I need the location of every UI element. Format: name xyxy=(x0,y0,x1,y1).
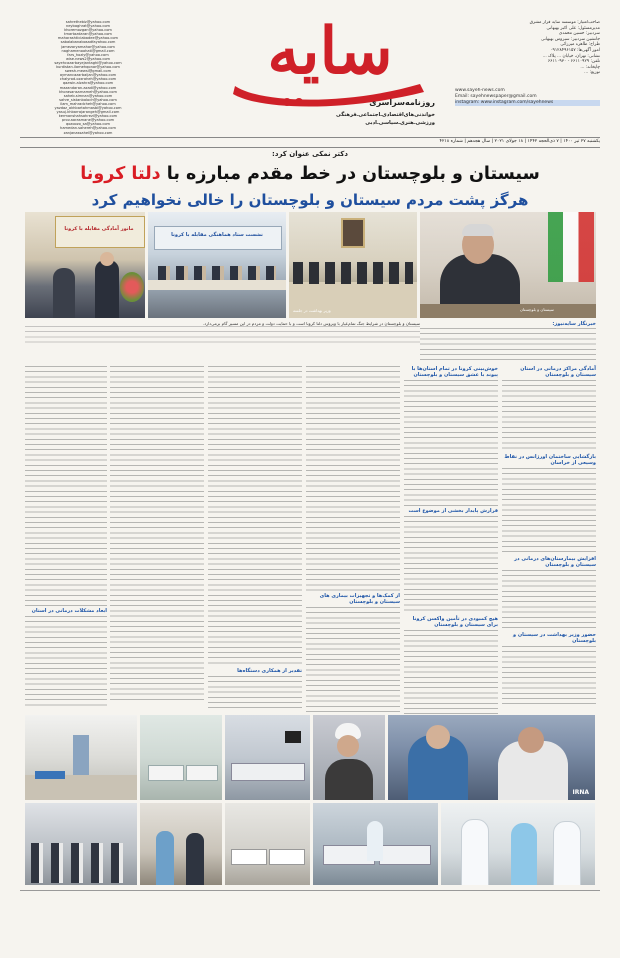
info-line: توزیع: ... xyxy=(584,70,600,76)
staff-figure xyxy=(156,831,174,885)
hospital-bed xyxy=(269,849,305,865)
email-item: prov.aarasmane@yahoo.com xyxy=(61,118,115,123)
col6-heading: ابعاد مشکلات درمانی در استان xyxy=(31,608,107,614)
person-figure xyxy=(53,268,75,318)
photo-vaccination xyxy=(388,715,595,800)
person-head xyxy=(100,252,114,266)
people-row xyxy=(31,843,131,883)
email-item: zanjanassahel@yahoo.com xyxy=(63,130,113,135)
email-item: maharashticiabadee@yahoo.com xyxy=(57,36,119,41)
col3b-heading: افزایش بیمارستان‌های درمانی در سیستان و بلوچستان xyxy=(514,556,596,568)
col2-heading: خوش‌بینی کرونا در تمام استان‌ها با پیوند با عشق سیستان و بلوچستان xyxy=(411,366,498,378)
col1-body-3 xyxy=(502,570,596,630)
col1-body xyxy=(502,380,596,452)
column-1 xyxy=(502,366,596,711)
info-line: جانشین سردبیر: سیروس بهبهانی xyxy=(541,36,600,42)
photo-vaccination-hall xyxy=(25,803,137,885)
info-line: نشانی: تهران، خیابان ... پلاک ... xyxy=(542,53,600,59)
ppe-worker xyxy=(511,823,537,885)
headline-kicker: دکتر نمکی عنوان کرد: xyxy=(272,150,348,158)
column-6 xyxy=(25,366,107,711)
email-item: mazandaran.azadi@yahoo.com xyxy=(59,85,117,90)
column-3 xyxy=(306,366,400,711)
photo-caption: سیستان و بلوچستان xyxy=(520,307,554,312)
email-item: swesh.mewsi@gmail.com xyxy=(64,69,112,74)
robe xyxy=(325,759,373,800)
col1-body-4 xyxy=(502,646,596,706)
col3-body-2 xyxy=(306,607,400,715)
col6-body-2 xyxy=(25,616,107,706)
masthead xyxy=(20,14,600,135)
tagline-1: خواندنی‌های‌اقتصادی‌ـ‌اجتماعی‌ـ‌فرهنگی xyxy=(336,112,435,118)
email-item: sabalabanabosadfayahoo.com xyxy=(60,40,116,45)
email-item: kermanshahsahrezi@yahoo.com xyxy=(58,114,118,119)
headline-main xyxy=(30,161,590,187)
col6-body xyxy=(25,366,107,606)
col5-body xyxy=(110,366,204,704)
info-line: سردبیر: حسین محمدی xyxy=(558,31,600,37)
headline-main-text: سیستان و بلوچستان در خط مقدم مبارزه با xyxy=(160,164,540,184)
email-item: yazdaz_akhbartahmasbi@yahoo.com xyxy=(54,105,122,110)
photo-clinic-staff xyxy=(140,803,222,885)
hospital-bed xyxy=(148,765,184,781)
photo-banner xyxy=(154,226,282,250)
bottom-rule xyxy=(20,890,600,891)
column-2 xyxy=(404,366,498,711)
banner-text: نشست ستاد هماهنگی مقابله با کرونا xyxy=(171,232,263,238)
monitor xyxy=(285,731,301,743)
email-item: sahrethebiz@yahoo.com xyxy=(65,20,111,24)
headline-sub: هرگز پشت مردم سیستان و بلوچستان را خالی نخواهیم کرد xyxy=(91,191,529,209)
photo-caption: وزیر بهداشت در جلسه xyxy=(293,308,331,313)
email-item: sahre_sistanbaloch@yahoo.com xyxy=(59,97,117,102)
col1-heading: آمادگی مراکز درمانی در استان سیستان و بلوچستان xyxy=(520,366,596,378)
wall-portrait xyxy=(341,218,365,248)
email-item: chalyrod.ozzraheh@yahoo.com xyxy=(59,77,117,82)
column-4 xyxy=(208,366,302,711)
photo-cleric-vaccination xyxy=(313,715,385,800)
flowers xyxy=(120,272,144,302)
photo-top-mid-left xyxy=(148,212,286,318)
ppe-worker xyxy=(461,819,489,885)
photo-icu xyxy=(225,715,310,800)
intro-text xyxy=(420,328,596,364)
info-line: امور آگهی‌ها: ۰۹۱۲۸۴۹۶۱۵۷ xyxy=(550,47,600,53)
email-item: sayehcazarbayejantaghi@yahoo.com xyxy=(54,60,122,65)
subtitle: روزنامه‌سراسری xyxy=(369,98,435,107)
conference-table xyxy=(148,280,286,290)
photo-top-right xyxy=(420,212,596,318)
photo-hospital-room xyxy=(140,715,222,800)
photo-top-left xyxy=(25,212,145,318)
col2-body-3 xyxy=(404,630,498,716)
instagram-link[interactable]: instagram: www.instagram.com/sayehnews xyxy=(455,100,600,106)
col4-heading: تقدیر از همکاری دستگاه‌ها xyxy=(237,668,302,674)
column-5 xyxy=(110,366,204,711)
email-item: fars_hoziy@yahoo.com xyxy=(67,52,109,57)
email-item: jamezaryamahar@yahoo.com xyxy=(61,44,115,49)
email-item: naghamenoohati@gmail.com xyxy=(61,48,115,53)
email-item: khorasansarnameh@yahoo.com xyxy=(59,89,117,94)
col2b-heading: قرارش پایدار بخشی از موضوع است xyxy=(408,508,498,514)
info-line: مدیرمسئول: علی اکبر بهبهانی xyxy=(546,25,600,31)
icu-bed xyxy=(379,845,431,865)
photo-ward-beds xyxy=(225,803,310,885)
email-item: kurdistan.ilamehqonar@yahoo.com xyxy=(56,65,120,70)
col6b-heading: حضور وزیر بهداشت در سیستان و بلوچستان xyxy=(513,632,596,644)
face xyxy=(337,735,359,757)
email-item: yasuj.khbarrajarangeh@gmail.com xyxy=(56,110,120,115)
top-photos-caption-filler xyxy=(25,326,420,346)
email-item: qozoozo_sa@yahoo.com xyxy=(65,122,111,127)
email-link[interactable]: Email: sayehnewspaper@gmail.com xyxy=(455,94,537,99)
logo-text: سایه xyxy=(267,14,393,89)
info-line: چاپخانه: ... xyxy=(580,64,600,70)
col1-body-2 xyxy=(502,468,596,554)
article-author: خبرنگار سایه‌نیوز: xyxy=(552,321,596,327)
desk xyxy=(420,304,596,318)
photo-ppe-staff xyxy=(441,803,595,885)
people-row xyxy=(293,262,413,284)
email-list xyxy=(28,20,148,135)
hospital-bed xyxy=(186,765,218,781)
health-worker-head xyxy=(426,725,450,749)
contact-block xyxy=(455,88,600,106)
publisher-info xyxy=(455,20,600,82)
col2c-heading: هیچ کمبودی در تأمین واکسن کرونا برای سیستان و بلوچستان xyxy=(412,616,498,628)
email-item: aymancazarbaijan@yahoo.com xyxy=(59,73,117,78)
dateline-bar xyxy=(20,137,600,148)
headline-main-highlight: دلتا کرونا xyxy=(80,164,161,184)
email-item: tmartazdaran@yahoo.com xyxy=(64,32,112,37)
people-row xyxy=(158,266,276,280)
hospital-bed xyxy=(231,849,267,865)
stretcher xyxy=(35,771,65,779)
photo-icu-patients xyxy=(313,803,438,885)
email-item: hamedan.sahereh@yahoo.com xyxy=(60,126,116,131)
staff-figure xyxy=(186,833,204,885)
col4-body xyxy=(208,366,302,666)
photo-ward-corridor xyxy=(25,715,137,800)
email-item: wise.news2@yahoo.com xyxy=(65,56,111,61)
email-item: neybaghrat@yahoo.com xyxy=(65,24,111,29)
dateline: یکشنبه ۲۷ تیر ۱۴۰۰ | ۷ ذی‌الحجه ۱۴۴۲ | ۱۸ جولای ۲۰۲۱ | سال هجدهم | شماره ۴۲۱۸ xyxy=(439,139,600,144)
banner-text: مانور آمادگی مقابله با کرونا xyxy=(64,226,134,232)
email-item: saheb.simnan@yahoo.com xyxy=(63,93,113,98)
website-link[interactable]: www.sayeh-news.com xyxy=(455,88,505,93)
patient-head xyxy=(518,727,544,753)
col2-body-2 xyxy=(404,516,498,614)
top-photos-caption: سیستان و بلوچستان در شرایط جنگ تمام‌عیار با ویروس دلتا کرونا است و با حمایت دولت و مردم در این مسیر گام برمی‌دارد. xyxy=(202,321,420,326)
photo-top-mid-right xyxy=(289,212,417,318)
info-line: صاحب‌امتیاز: موسسه سایه فراز مشرق xyxy=(529,20,600,25)
email-item: qazwin.alzahra@yahoo.com xyxy=(62,81,114,86)
col3-body xyxy=(306,366,400,591)
tagline-2: ورزشی‌ـ‌هنری‌ـ‌سیاسی‌ـ‌ادبی xyxy=(365,120,435,126)
icu-bed xyxy=(231,763,305,781)
photo-banner xyxy=(55,216,145,248)
ppe-worker xyxy=(367,821,383,861)
info-line: تلفن: ۶۶۱۱۰۹۲۹ - ۶۶۱۱۰۹۳۰ xyxy=(547,59,600,65)
info-line: طراح: طاهره میرزائی xyxy=(560,42,600,48)
col2-body xyxy=(404,380,498,506)
col4-body-2 xyxy=(208,676,302,710)
email-item: khoremozgan@yahoo.com xyxy=(64,28,112,33)
person-figure xyxy=(95,260,119,318)
col5-heading: از کمک‌ها و تجهیزات بیماری های سیستان و بلوچستان xyxy=(319,593,400,605)
iran-flag xyxy=(548,212,594,282)
ppe-worker xyxy=(553,821,581,885)
email-item: ilam_mahradcheh@yahoo.com xyxy=(60,101,116,106)
door xyxy=(73,735,89,775)
agency-logo: IRNA xyxy=(572,789,589,796)
col3-heading: بازگشایی ساختمان اورژانس در نقاط وسیعی از خراسان xyxy=(504,454,596,466)
official-hair xyxy=(462,224,494,236)
